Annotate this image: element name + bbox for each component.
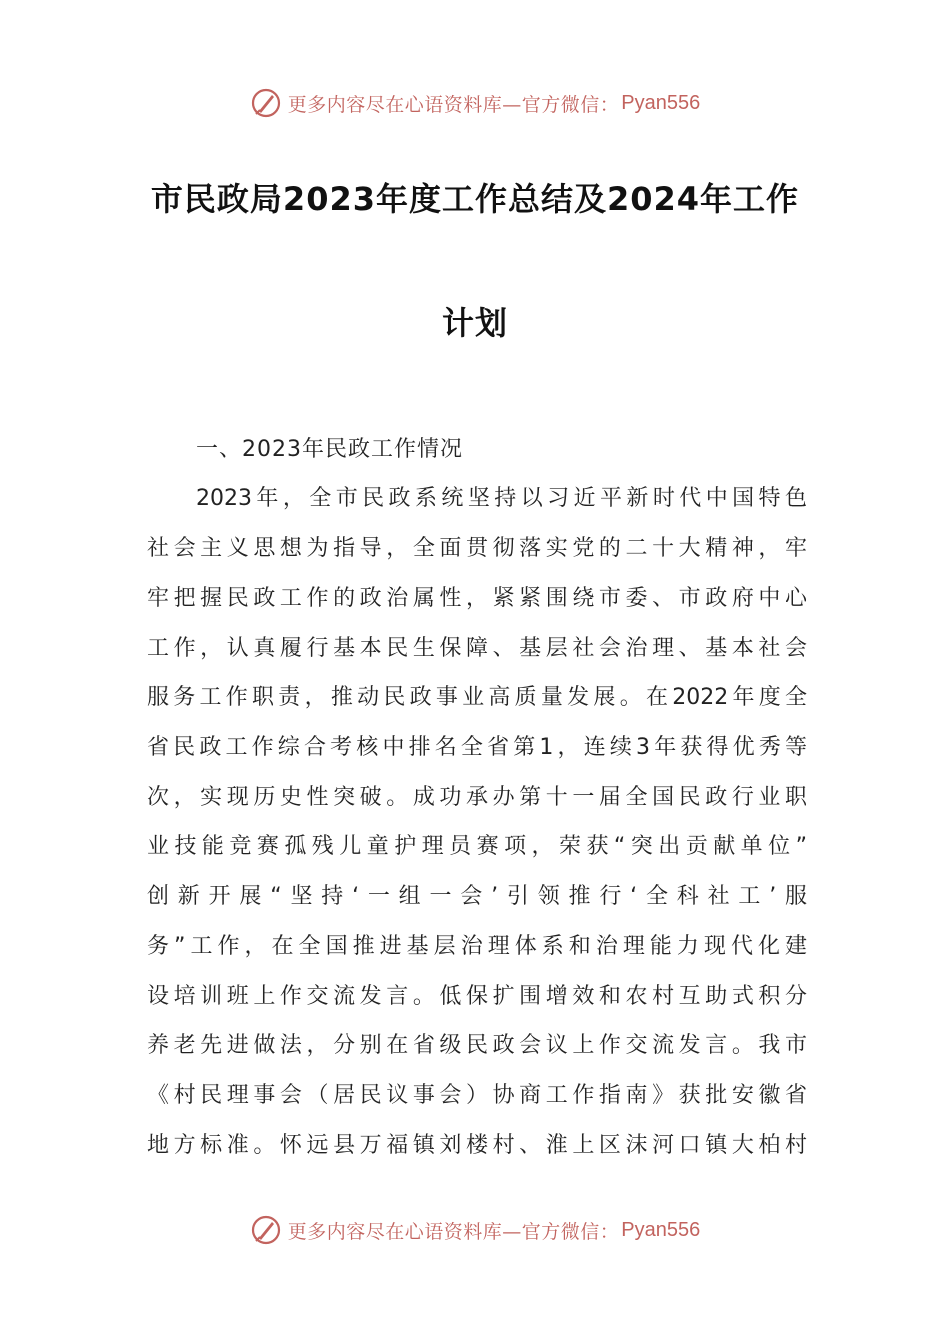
quill-logo-icon [250,87,282,119]
watermark-text: 更多内容尽在心语资料库—官方微信： [287,1220,620,1243]
watermark-text: 更多内容尽在心语资料库—官方微信： [287,93,620,116]
section-heading: 一、2023年民政工作情况 [196,437,463,462]
body-line: 次，实现历史性突破。成功承办第十一届全国民政行业职 [147,785,807,810]
body-line: 务”工作，在全国推进基层治理体系和治理能力现代化建 [147,934,807,959]
document-title-line-2: 计划 [441,304,508,342]
body-line: 服务工作职责，推动民政事业高质量发展。在2022年度全 [147,685,807,710]
body-line: 养老先进做法，分别在省级民政会议上作交流发言。我市 [147,1033,807,1058]
body-line: 工作，认真履行基本民生保障、基层社会治理、基本社会 [147,636,807,661]
header-watermark [0,83,950,123]
body-line: 《村民理事会（居民议事会）协商工作指南》获批安徽省 [147,1083,807,1108]
document-title-line-1: 市民政局2023年度工作总结及2024年工作 [150,180,800,218]
body-line: 社会主义思想为指导，全面贯彻落实党的二十大精神，牢 [147,536,807,561]
body-line: 地方标准。怀远县万福镇刘楼村、淮上区沫河口镇大柏村 [147,1133,807,1158]
body-line: 业技能竞赛孤残儿童护理员赛项，荣获“突出贡献单位” [147,834,807,859]
quill-logo-icon [250,1214,282,1246]
watermark-wechat-id: Pyan556 [621,1218,701,1241]
watermark-wechat-id: Pyan556 [621,91,701,114]
body-line: 2023年，全市民政系统坚持以习近平新时代中国特色 [196,486,807,511]
body-line: 牢把握民政工作的政治属性，紧紧围绕市委、市政府中心 [147,586,807,611]
body-line: 创新开展“坚持‘一组一会’引领推行‘全科社工’服 [147,884,807,909]
footer-watermark [0,1210,950,1250]
body-line: 设培训班上作交流发言。低保扩围增效和农村互助式积分 [147,984,807,1009]
body-line: 省民政工作综合考核中排名全省第1，连续3年获得优秀等 [147,735,807,760]
